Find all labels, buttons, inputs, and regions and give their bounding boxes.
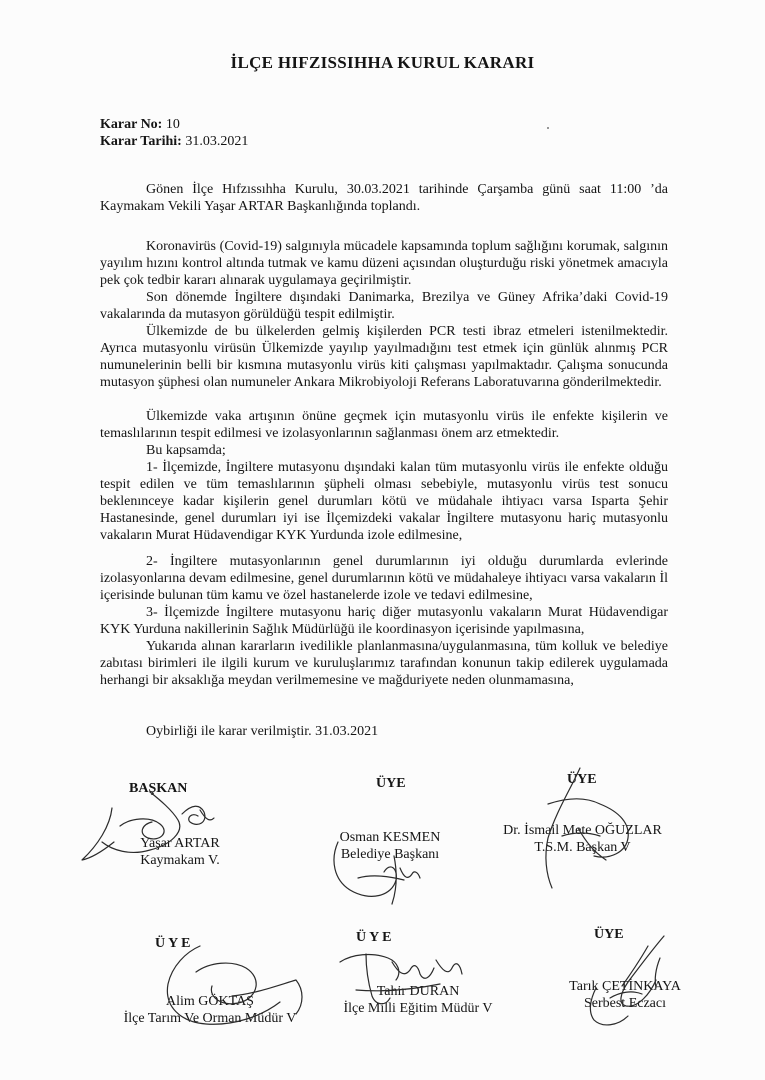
decision-number [100, 117, 180, 133]
scan-speck [547, 127, 549, 129]
signatory-role-chair: BAŞKAN [129, 781, 188, 796]
signatory-name: Dr. İsmail Mete OĞUZLAR [503, 823, 662, 838]
signatory-role-member: ÜYE [594, 927, 624, 942]
signatory-name: Alim GÖKTAŞ [166, 994, 254, 1009]
signatory-name: Osman KESMEN [339, 830, 441, 845]
signatory-name: Tarık ÇETİNKAYA [569, 979, 681, 994]
document-title: İLÇE HIFZISSIHHA KURUL KARARI [230, 53, 535, 72]
signatory-title: Belediye Başkanı [340, 847, 440, 862]
paragraph-isolation: Ülkemizde vaka artışının önüne geçmek için mutasyonlu virüs ile enfekte kişilerin ve temaslılarının tespit edilmesi ve izolasyonlarının sağlanması önem arz etmektedir. [100, 409, 668, 441]
signatory-role-member: Ü Y E [356, 930, 392, 945]
decision-date [100, 134, 248, 150]
signatory-title: T.S.M. Başkan V [534, 840, 631, 855]
decision-number-value: 10 [162, 117, 180, 132]
signatory-title: Kaymakam V. [140, 853, 220, 868]
paragraph-meeting: Gönen İlçe Hıfzıssıhha Kurulu, 30.03.2021 tarihinde Çarşamba günü saat 11:00 ’da Kaymakam Vekili Yaşar ARTAR Başkanlığında toplandı. [100, 182, 668, 214]
signatory-title: İlçe Tarım Ve Orman Müdür V [123, 1011, 297, 1026]
signatory-title: İlçe Milli Eğitim Müdür V [343, 1001, 493, 1016]
decision-item-2: 2- İngiltere mutasyonlarının genel durumlarının iyi olduğu durumlarda evlerinde izolasyonlarına devam edilmesine, genel durumlarının kötü ve müdahaleye ihtiyacı varsa vakaların İl içerisinde bulunan tüm kamu ve özel hastanelerde izole ve tedavi edilmesine, [100, 554, 668, 603]
signatory-education [318, 983, 518, 1017]
paragraph-pcr: Ülkemizde de bu ülkelerden gelmiş kişilerden PCR testi ibraz etmeleri istenilmektedir. Ayrıca mutasyonlu virüsün Ülkemizde yayılıp yayılmadığını test etmek için günlük alınmış PCR numunelerinin belli bir kısmına mutasyonlu virüs kiti çalışması yapılmaktadır. Çalışma sonucunda mutasyon şüphesi olan numuneler Ankara Mikrobiyoloji Referans Laboratuvarına gönderilmektedir. [100, 324, 668, 390]
signatory-mayor [310, 829, 470, 863]
signatory-tsm [480, 822, 685, 856]
decision-date-value: 31.03.2021 [181, 134, 249, 149]
signatory-name: Yaşar ARTAR [140, 836, 220, 851]
paragraph-scope: Bu kapsamda; [146, 443, 226, 458]
decision-item-1: 1- İlçemizde, İngiltere mutasyonu dışındaki kalan tüm mutasyonlu virüs ile enfekte olduğu tespit edilen ve tüm temaslılarının şüpheli olması sebebiyle, mutasyonlu virüs test sonucu beklenınceye kadar kişilerin genel durumları kötü ve müdahale ihtiyacı varsa Isparta Şehir Hastanesinde, genel durumları iyi ise İlçemizdeki vakalar İngiltere mutasyonu hariç mutasyonlu vakaların Murat Hüdavendigar KYK Yurdunda izole edilmesine, [100, 460, 668, 543]
paragraph-implementation: Yukarıda alınan kararların ivedilikle planlanmasına/uygulanmasına, tüm kolluk ve belediye zabıtası birimleri ile ilgili kurum ve kuruluşlarımız tarafından konunun takip edilerek uygulamada herhangi bir aksaklığa meydan verilmemesine ve mağduriyete neden olunmamasına, [100, 639, 668, 688]
paragraph-mutation-countries: Son dönemde İngiltere dışındaki Danimarka, Brezilya ve Güney Afrika’daki Covid-19 vakalarında da mutasyon görüldüğü tespit edilmiştir. [100, 290, 668, 322]
signatory-role-member: Ü Y E [155, 936, 191, 951]
signatory-role-member: ÜYE [376, 776, 406, 791]
decision-item-3: 3- İlçemizde İngiltere mutasyonu hariç diğer mutasyonlu vakaların Murat Hüdavendigar KYK Yurduna nakillerinin Sağlık Müdürlüğü ile koordinasyon içerisinde yapılmasına, [100, 605, 668, 637]
signatory-pharmacist [545, 978, 705, 1012]
paragraph-covid: Koronavirüs (Covid-19) salgınıyla mücadele kapsamında toplum sağlığını korumak, salgının yayılım hızını kontrol altında tutmak ve kamu düzeni açısından oluşturduğu riski yönetmek amacıyla pek çok tedbir kararı alınarak uygulamaya geçirilmiştir. [100, 239, 668, 288]
decision-number-label: Karar No: [100, 117, 163, 132]
signatory-role-member: ÜYE [567, 772, 597, 787]
signatory-name: Tahir DURAN [376, 984, 460, 999]
signatory-chair [95, 835, 265, 869]
closing-statement: Oybirliği ile karar verilmiştir. 31.03.2021 [146, 724, 379, 739]
signatory-agriculture [95, 993, 325, 1027]
signatory-title: Serbest Eczacı [583, 996, 666, 1011]
decision-date-label: Karar Tarihi: [100, 134, 182, 149]
